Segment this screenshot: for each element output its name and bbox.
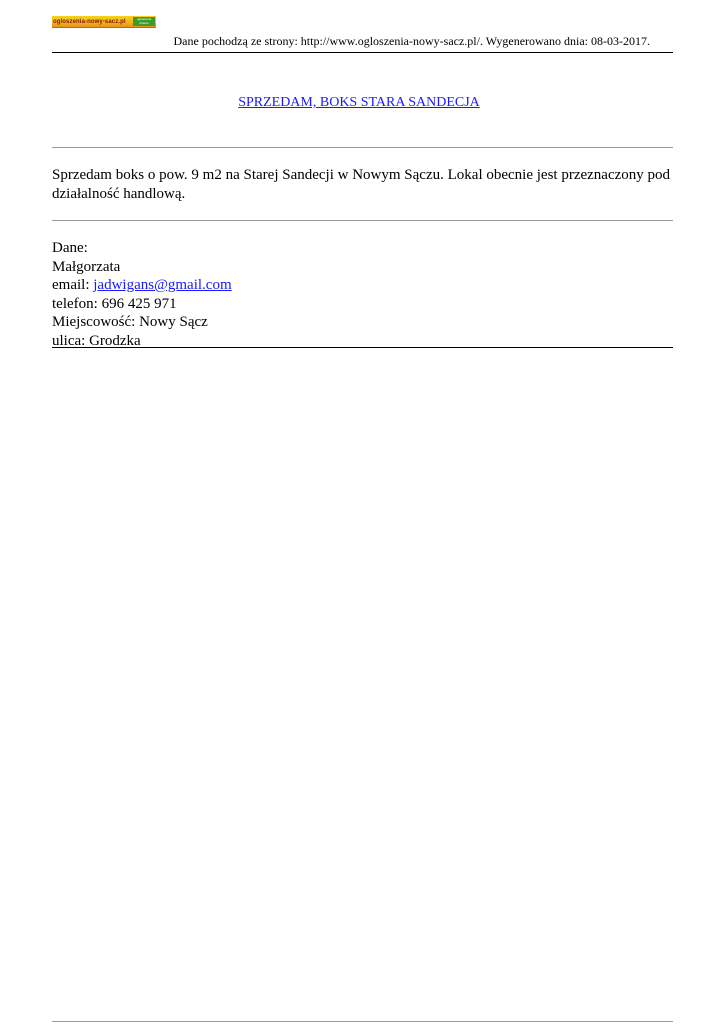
ad-title-link[interactable]: SPRZEDAM, BOKS STARA SANDECJA	[238, 95, 480, 110]
title-divider	[52, 147, 673, 148]
site-logo-text: ogloszenia-nowy-sacz.pl	[53, 18, 126, 25]
ad-description: Sprzedam boks o pow. 9 m2 na Starej Sandecji w Nowym Sączu. Lokal obecnie jest przeznaczony pod działalność handlową.	[52, 167, 671, 202]
site-logo-badge: ogłoszenia drobne	[133, 17, 155, 26]
contact-email-label: email:	[52, 277, 94, 293]
site-logo	[52, 16, 156, 28]
header-divider	[52, 52, 673, 53]
contact-section	[52, 239, 673, 350]
description-divider	[52, 220, 673, 221]
contact-name: Małgorzata	[52, 258, 121, 275]
contact-email-link[interactable]: jadwigans@gmail.com	[93, 277, 232, 293]
contact-street: ulica: Grodzka	[52, 332, 141, 349]
footer-divider	[52, 1021, 673, 1022]
source-info: Dane pochodzą ze strony: http://www.ogloszenia-nowy-sacz.pl/. Wygenerowano dnia: 08-03-2017.	[173, 34, 650, 48]
contact-phone: telefon: 696 425 971	[52, 295, 177, 312]
contact-email-row	[52, 276, 673, 295]
contact-divider	[52, 347, 673, 348]
contact-city: Miejscowość: Nowy Sącz	[52, 314, 208, 330]
contact-heading: Dane:	[52, 240, 88, 256]
